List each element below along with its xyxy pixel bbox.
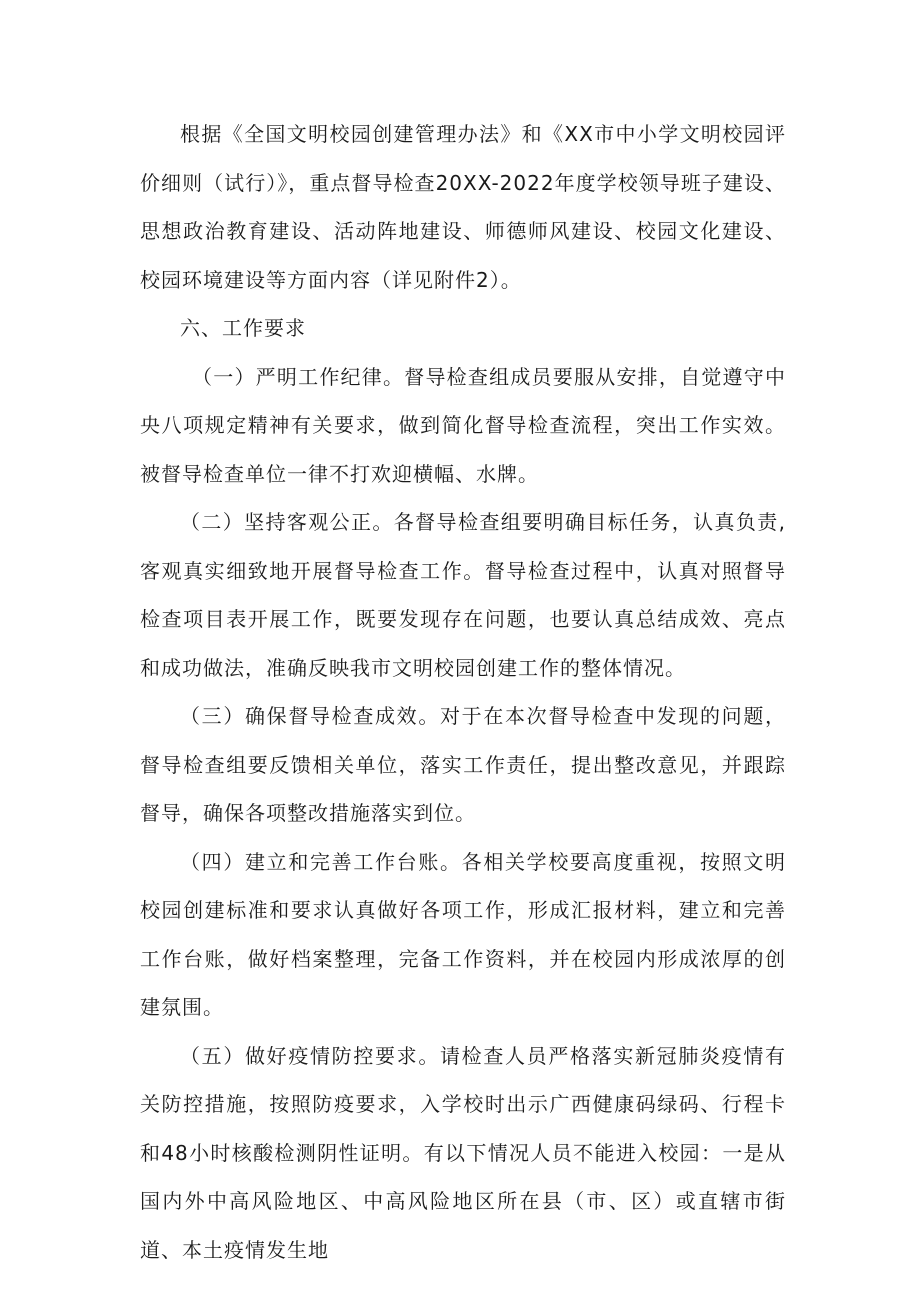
paragraph-requirement-4: （四）建立和完善工作台账。各相关学校要高度重视，按照文明校园创建标准和要求认真做好各项工作，形成汇报材料，建立和完善工作台账，做好档案整理，完备工作资料，并在校园内形成浓厚的创建氛围。 [140,849,786,1019]
paragraph-requirement-3: （三）确保督导检查成效。对于在本次督导检查中发现的问题，督导检查组要反馈相关单位，落实工作责任，提出整改意见，并跟踪督导，确保各项整改措施落实到位。 [140,704,786,825]
paragraph-requirement-1: （一）严明工作纪律。督导检查组成员要服从安排，自觉遵守中央八项规定精神有关要求，做到简化督导检查流程，突出工作实效。被督导检查单位一律不打欢迎横幅、水牌。 [140,364,786,486]
document-body [140,110,786,1274]
paragraph-requirement-5: （五）做好疫情防控要求。请检查人员严格落实新冠肺炎疫情有关防控措施，按照防疫要求，入学校时出示广西健康码绿码、行程卡和48小时核酸检测阴性证明。有以下情况人员不能进入校园：一是从国内外中高风险地区、中高风险地区所在县（市、区）或直辖市街道、本土疫情发生地 [140,1043,786,1262]
section-heading-work-requirements: 六、工作要求 [180,316,306,340]
paragraph-inspection-scope: 根据《全国文明校园创建管理办法》和《XX市中小学文明校园评价细则（试行）》，重点督导检查20XX-2022年度学校领导班子建设、思想政治教育建设、活动阵地建设、师德师风建设、校园文化建设、校园环境建设等方面内容（详见附件2）。 [140,122,786,292]
paragraph-requirement-2: （二）坚持客观公正。各督导检查组要明确目标任务，认真负责,客观真实细致地开展督导检查工作。督导检查过程中，认真对照督导检查项目表开展工作，既要发现存在问题，也要认真总结成效、亮点和成功做法，准确反映我市文明校园创建工作的整体情况。 [140,510,786,680]
